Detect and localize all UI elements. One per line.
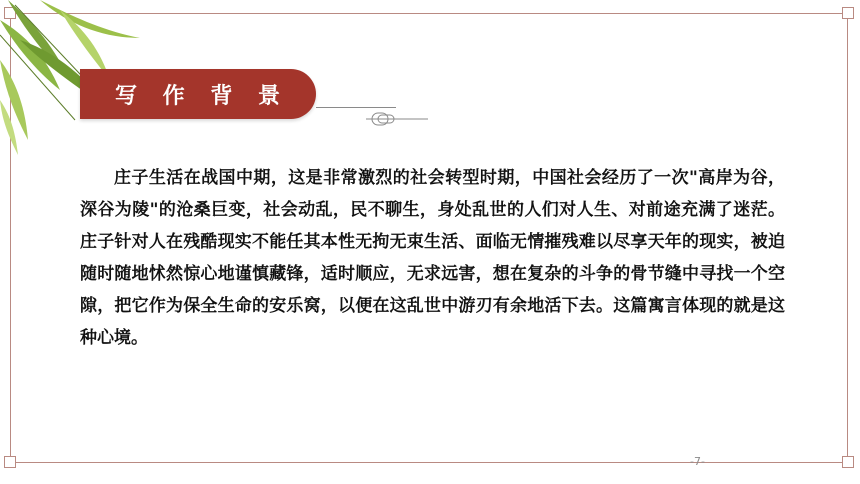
title-divider-line [316, 107, 396, 108]
frame-corner-bottom-left [4, 456, 16, 468]
frame-corner-bottom-right [842, 456, 854, 468]
scroll-ornament-icon [366, 110, 428, 128]
page-number: -7- [690, 455, 705, 468]
section-title-banner [80, 69, 316, 119]
frame-corner-top-right [842, 7, 854, 19]
section-title: 写 作 背 景 [115, 83, 289, 109]
background-paragraph: 庄子生活在战国中期，这是非常激烈的社会转型时期，中国社会经历了一次"高岸为谷，深谷为陵"的沧桑巨变，社会动乱，民不聊生，身处乱世的人们对人生、对前途充满了迷茫。庄子针对人在残酷现实不能任其本性无拘无束生活、面临无情摧残难以尽享天年的现实，被迫随时随地怵然惊心地谨慎藏锋，适时顺应，无求远害，想在复杂的斗争的骨节缝中寻找一个空隙，把它作为保全生命的安乐窝，以便在这乱世中游刃有余地活下去。这篇寓言体现的就是这种心境。 [80, 168, 785, 348]
